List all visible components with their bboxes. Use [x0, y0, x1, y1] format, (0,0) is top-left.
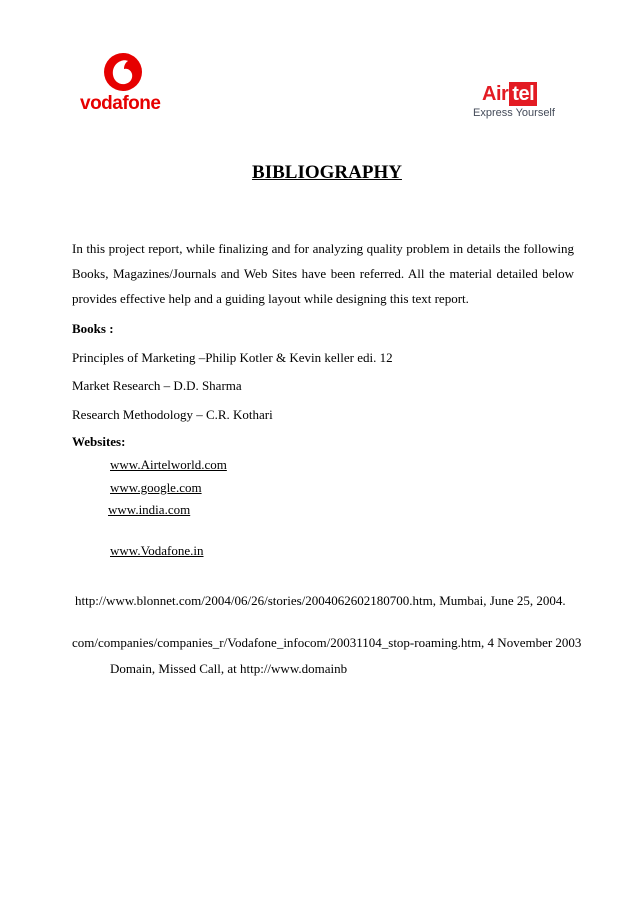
reference-blonnet: http://www.blonnet.com/2004/06/26/stories/2004062602180700.htm, Mumbai, June 25, 2004. — [75, 593, 566, 608]
website-link-airtelworld[interactable]: www.Airtelworld.com — [110, 457, 227, 472]
websites-heading: Websites: — [72, 434, 126, 449]
airtel-logo — [470, 80, 570, 124]
book-item: Principles of Marketing –Philip Kotler & Kevin keller edi. 12 — [72, 350, 393, 365]
intro-paragraph: In this project report, while finalizing and for analyzing quality problem in details the following Books, Magazines/Journals and Web Sites have been referred. All the material detailed below provides effective help and a guiding layout while designing this text report. — [72, 241, 574, 306]
airtel-wordmark-tel: tel — [509, 82, 537, 106]
reference-domainb: Domain, Missed Call, at http://www.domainb — [110, 661, 348, 676]
book-item: Research Methodology – C.R. Kothari — [72, 407, 273, 422]
books-heading: Books : — [72, 321, 114, 336]
reference-vodafone-infocom: com/companies/companies_r/Vodafone_infocom/20031104_stop-roaming.htm, 4 November 2003 — [72, 635, 582, 650]
website-link-google[interactable]: www.google.com — [110, 480, 202, 495]
airtel-wordmark-air: Air — [482, 82, 509, 105]
book-item: Market Research – D.D. Sharma — [72, 378, 242, 393]
page-title: BIBLIOGRAPHY — [252, 162, 402, 183]
vodafone-speechmark-icon — [101, 52, 145, 92]
website-link-india[interactable]: www.india.com — [108, 502, 191, 517]
airtel-wordmark — [482, 82, 537, 106]
website-link-vodafone[interactable]: www.Vodafone.in — [110, 543, 204, 558]
vodafone-logo — [80, 52, 170, 114]
airtel-tagline: Express Yourself — [473, 107, 555, 119]
vodafone-wordmark: vodafone — [80, 93, 161, 114]
